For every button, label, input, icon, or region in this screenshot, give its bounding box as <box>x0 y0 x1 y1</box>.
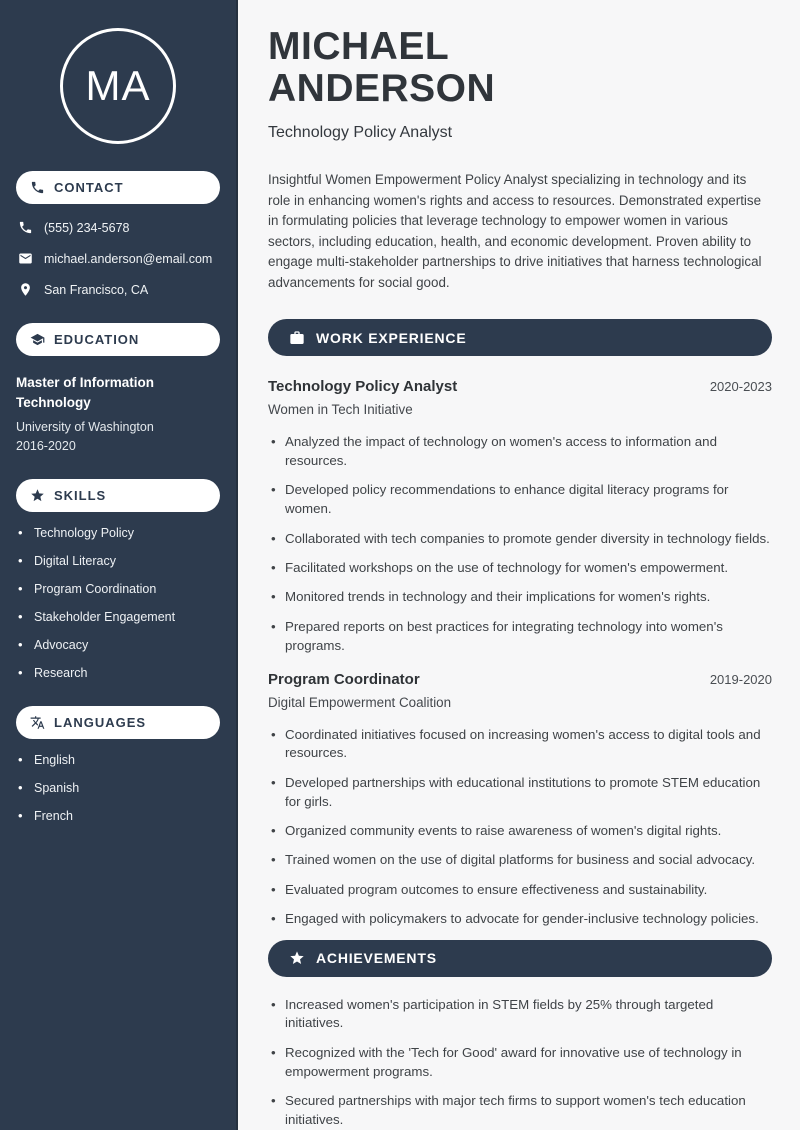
job-company: Digital Empowerment Coalition <box>268 694 452 710</box>
contact-phone-value: (555) 234-5678 <box>44 220 130 235</box>
skills-section-header <box>16 479 220 512</box>
avatar <box>60 28 176 144</box>
sidebar <box>0 0 238 1130</box>
avatar-initials: MA <box>85 62 151 109</box>
education-section-title: EDUCATION <box>54 332 140 347</box>
job-bullet: • Organized community events to raise awareness of women's digital rights. <box>268 822 772 841</box>
work-experience-title: WORK EXPERIENCE <box>316 329 467 346</box>
star-icon <box>30 488 45 503</box>
job-bullet: • Developed policy recommendations to enhance digital literacy programs for women. <box>268 481 772 519</box>
job-entry <box>268 671 772 930</box>
languages-section-header <box>16 706 220 739</box>
contact-email-value: michael.anderson@email.com <box>44 251 213 266</box>
education-degree: Master of Information Technology <box>16 375 155 411</box>
skill-item: • Technology Policy <box>16 526 220 540</box>
email-icon <box>18 251 33 266</box>
phone-icon <box>30 180 45 195</box>
job-bullet: • Analyzed the impact of technology on women's access to information and resources. <box>268 433 772 471</box>
job-bullet: • Prepared reports on best practices for integrating technology into women's programs. <box>268 618 772 656</box>
job-role: Program Coordinator <box>268 670 420 688</box>
job-bullet-list <box>268 433 772 655</box>
languages-section-title: LANGUAGES <box>54 714 147 730</box>
achievements-title: ACHIEVEMENTS <box>316 950 437 967</box>
profile-summary: Insightful Women Empowerment Policy Analyst specializing in technology and its role in enhancing women's rights and access to resources. Demonstrated expertise in formulating policies that leverage technology to empower women in various sectors, including education, health, and economic development. Proven ability to engage multi-stakeholder partnerships to drive initiatives that harness technological advancements for social good. <box>268 172 762 290</box>
job-header <box>268 378 772 395</box>
job-bullet: • Developed partnerships with educational institutions to promote STEM education for girls. <box>268 774 772 812</box>
contact-location-value: San Francisco, CA <box>44 282 149 297</box>
job-bullet: • Engaged with policymakers to advocate for gender-inclusive technology policies. <box>268 910 772 929</box>
contact-section-header <box>16 171 220 204</box>
job-bullet: • Evaluated program outcomes to ensure effectiveness and sustainability. <box>268 881 772 900</box>
job-company: Women in Tech Initiative <box>268 402 413 418</box>
achievement-bullet: • Secured partnerships with major tech firms to support women's tech education initiatives. <box>268 1092 772 1130</box>
translate-icon <box>30 715 45 730</box>
job-role: Technology Policy Analyst <box>268 378 458 396</box>
achievements-banner <box>268 940 772 977</box>
contact-email-row <box>16 251 220 266</box>
job-bullet: • Trained women on the use of digital platforms for business and social advocacy. <box>268 851 772 870</box>
job-bullet: • Collaborated with tech companies to promote gender diversity in technology fields. <box>268 530 772 549</box>
job-entry <box>268 378 772 655</box>
phone-icon <box>18 220 33 235</box>
language-item: • French <box>16 809 220 823</box>
skills-list <box>16 526 220 680</box>
achievement-bullet: • Recognized with the 'Tech for Good' award for innovative use of technology in empowerment programs. <box>268 1044 772 1082</box>
resume-main <box>238 0 800 1130</box>
skill-item: • Stakeholder Engagement <box>16 610 220 624</box>
achievement-bullet: • Increased women's participation in STEM fields by 25% through targeted initiatives. <box>268 996 772 1034</box>
education-years: 2016-2020 <box>16 438 76 453</box>
work-experience-banner <box>268 319 772 356</box>
skill-item: • Advocacy <box>16 638 220 652</box>
achievements-list <box>268 996 772 1130</box>
candidate-name <box>268 26 772 110</box>
contact-phone-row <box>16 220 220 235</box>
job-header <box>268 671 772 688</box>
skills-section-title: SKILLS <box>54 487 107 503</box>
job-bullet-list <box>268 726 772 930</box>
job-bullet: • Facilitated workshops on the use of technology for women's empowerment. <box>268 559 772 578</box>
skill-item: • Digital Literacy <box>16 554 220 568</box>
job-bullet: • Monitored trends in technology and their implications for women's rights. <box>268 588 772 607</box>
location-icon <box>18 282 33 297</box>
job-bullet: • Coordinated initiatives focused on increasing women's access to digital tools and resources. <box>268 726 772 764</box>
contact-location-row <box>16 282 220 297</box>
education-school: University of Washington <box>16 419 154 434</box>
job-dates: 2020-2023 <box>709 379 772 395</box>
contact-section-title: CONTACT <box>54 180 124 195</box>
languages-list <box>16 753 220 823</box>
candidate-job-title: Technology Policy Analyst <box>268 124 453 142</box>
graduation-cap-icon <box>30 332 45 347</box>
skill-item: • Research <box>16 666 220 680</box>
briefcase-icon <box>289 330 305 346</box>
education-section-header <box>16 323 220 356</box>
candidate-last-name: ANDERSON <box>268 67 496 111</box>
language-item: • Spanish <box>16 781 220 795</box>
language-item: • English <box>16 753 220 767</box>
star-icon <box>289 950 305 966</box>
candidate-first-name: MICHAEL <box>268 25 450 68</box>
job-dates: 2019-2020 <box>709 671 772 687</box>
skill-item: • Program Coordination <box>16 582 220 596</box>
